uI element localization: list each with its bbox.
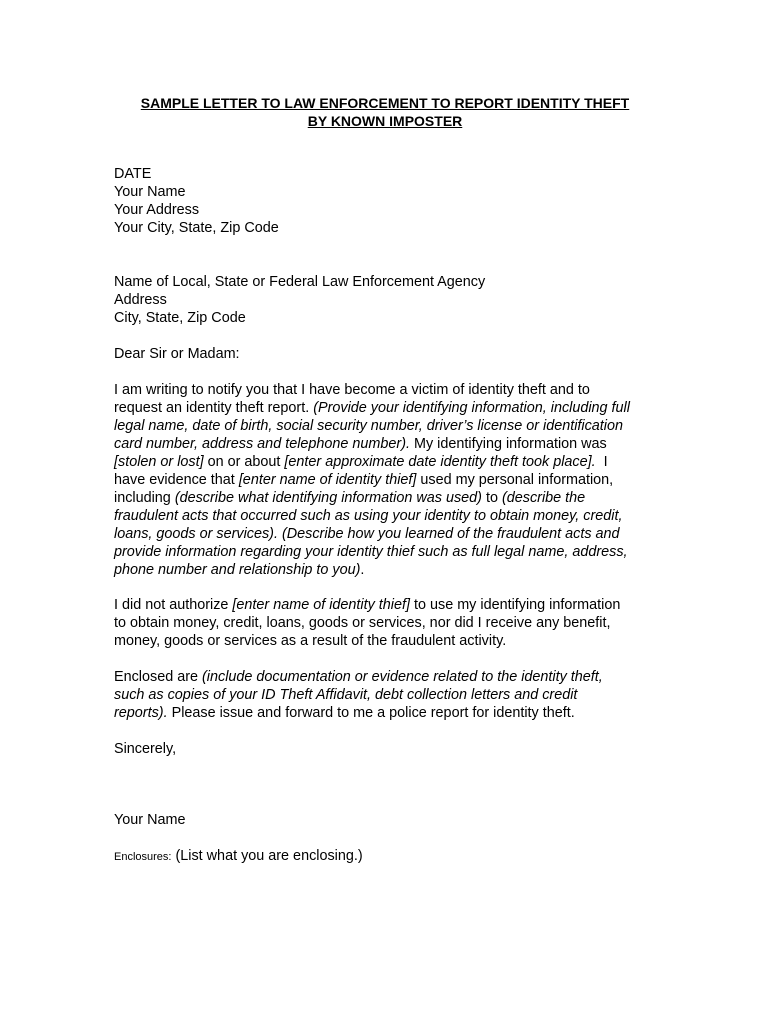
p2-text: to obtain money, credit, loans, goods or services, nor did I receive any benefit, [114, 615, 611, 631]
p1-placeholder-text: (describe what identifying information was used) [174, 490, 482, 506]
p1-text: on or about [203, 454, 285, 470]
p3-placeholder-text: (include documentation or evidence related to the identity theft, [202, 669, 603, 685]
p1-text: request an identity theft report. [114, 400, 314, 416]
p1-placeholder-text: loans, goods or services). (Describe how you learned of the fraudulent acts and [114, 526, 620, 542]
p1-line [114, 507, 662, 525]
p1-text: . [360, 562, 365, 578]
enclosures-line [114, 847, 662, 866]
p1-line [114, 381, 662, 399]
recipient-address: Address [114, 292, 167, 308]
recipient-agency: Name of Local, State or Federal Law Enforcement Agency [114, 274, 486, 290]
p1-line [114, 399, 662, 417]
p1-placeholder-text: provide information regarding your identity thief such as full legal name, address, [114, 544, 628, 560]
body-paragraph-1 [114, 381, 662, 579]
p2-text: I did not authorize [114, 597, 233, 613]
p3-text: Please issue and forward to me a police report for identity theft. [167, 705, 575, 721]
p3-line [114, 686, 662, 704]
sender-name: Your Name [114, 184, 186, 200]
p1-line [114, 543, 662, 561]
p1-line [114, 489, 662, 507]
letter-title-line-2: BY KNOWN IMPOSTER [307, 113, 463, 129]
p2-text: money, goods or services as a result of the fraudulent activity. [114, 633, 507, 649]
p1-text: have evidence that [114, 472, 239, 488]
p3-line [114, 668, 662, 686]
p1-line [114, 435, 662, 453]
letter-title-line-1: SAMPLE LETTER TO LAW ENFORCEMENT TO REPORT IDENTITY THEFT [140, 95, 630, 111]
p1-line [114, 561, 662, 579]
recipient-city-state-zip: City, State, Zip Code [114, 310, 246, 326]
p2-text: to use my identifying information [410, 597, 621, 613]
p1-text: My identifying information was [410, 436, 607, 452]
p1-text: I [595, 454, 608, 470]
enclosures-text: (List what you are enclosing.) [171, 848, 363, 864]
closing: Sincerely, [114, 741, 177, 757]
p1-line [114, 471, 662, 489]
p2-line [114, 632, 662, 650]
p2-placeholder-text: [enter name of identity thief] [232, 597, 410, 613]
p3-placeholder-text: such as copies of your ID Theft Affidavit, debt collection letters and credit [114, 687, 578, 703]
body-paragraph-3 [114, 668, 662, 722]
p1-placeholder-text: (Provide your identifying information, including full [313, 400, 630, 416]
body-paragraph-2 [114, 596, 662, 650]
p3-text: Enclosed are [114, 669, 202, 685]
signature-name: Your Name [114, 812, 186, 828]
p1-placeholder-text: [enter name of identity thief] [238, 472, 417, 488]
salutation: Dear Sir or Madam: [114, 346, 240, 362]
p1-placeholder-text: [enter approximate date identity theft took place]. [284, 454, 596, 470]
sender-date: DATE [114, 166, 152, 182]
p1-text: used my personal information, [416, 472, 614, 488]
sender-address: Your Address [114, 202, 200, 218]
p1-placeholder-text: legal name, date of birth, social security number, driver’s license or identification [114, 418, 623, 434]
p2-line [114, 596, 662, 614]
p3-line [114, 704, 662, 722]
recipient-block [114, 273, 662, 327]
p1-placeholder-text: card number, address and telephone number). [114, 436, 410, 452]
sender-block [114, 165, 662, 237]
p3-placeholder-text: reports). [114, 705, 168, 721]
p1-placeholder-text: (describe the [501, 490, 586, 506]
p1-text: I am writing to notify you that I have become a victim of identity theft and to [114, 382, 590, 398]
p1-line [114, 453, 662, 471]
sender-city-state-zip: Your City, State, Zip Code [114, 220, 279, 236]
enclosures-label: Enclosures: [114, 851, 172, 863]
p1-placeholder-text: phone number and relationship to you) [114, 562, 361, 578]
p1-text: including [114, 490, 175, 506]
p1-text: to [481, 490, 502, 506]
p1-placeholder-text: fraudulent acts that occurred such as using your identity to obtain money, credit, [114, 508, 623, 524]
p2-line [114, 614, 662, 632]
p1-placeholder-text: [stolen or lost] [114, 454, 204, 470]
p1-line [114, 525, 662, 543]
p1-line [114, 417, 662, 435]
